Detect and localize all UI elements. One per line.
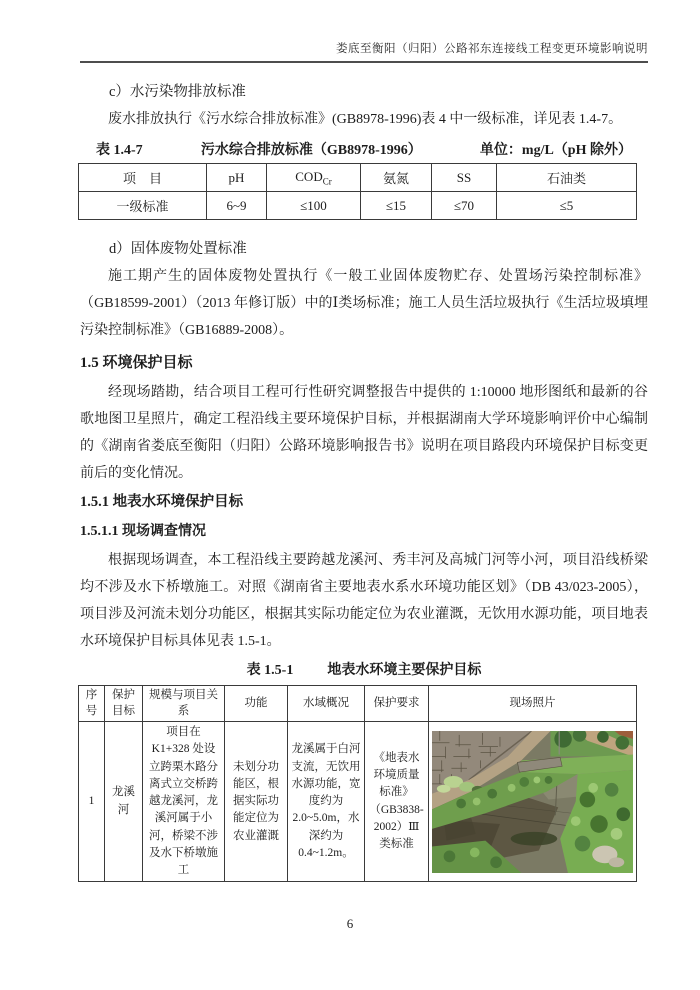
paragraph-item-c: 废水排放执行《污水综合排放标准》(GB8978-1996)表 4 中一级标准，详见表 1.4-7。 (108, 112, 623, 127)
t147-col-ss: SS (432, 164, 497, 192)
table-1-5-1 (78, 685, 637, 882)
photo-far-trees (550, 731, 633, 756)
heading-item-c: c）水污染物排放标准 (109, 84, 246, 100)
t151-cell-target: 龙溪河 (105, 722, 143, 882)
t147-col-ph: pH (207, 164, 267, 192)
t151-col-overview: 水域概况 (288, 686, 365, 722)
page-number: 6 (346, 916, 354, 931)
running-header: 娄底至衡阳（归阳）公路祁东连接线工程变更环境影响说明 (80, 40, 648, 63)
t147-val-nh3: ≤15 (361, 192, 432, 220)
t151-cell-photo (429, 722, 637, 882)
table-1-4-7-label: 表 1.4-7 (96, 143, 143, 158)
t151-col-target: 保护目标 (105, 686, 143, 722)
table-1-4-7-title: 污水综合排放标准（GB8978-1996） (200, 143, 422, 158)
heading-1-5-1: 1.5.1 地表水环境保护目标 (80, 494, 244, 510)
t151-col-requirement: 保护要求 (365, 686, 429, 722)
table-1-5-1-caption (80, 655, 648, 685)
t151-cell-function: 未划分功能区，根据实际功能定位为农业灌溉 (225, 722, 288, 882)
table-1-4-7-unit: 单位：mg/L（pH 除外） (479, 143, 632, 158)
table-1-5-1-header-row (79, 686, 637, 722)
table-1-5-1-label: 表 1.5-1 (246, 663, 294, 678)
t147-col-item: 项 目 (79, 164, 207, 192)
table-1-5-1-title: 地表水环境主要保护目标 (327, 663, 482, 678)
t151-cell-requirement: 《地表水环境质量标准》（GB3838-2002）Ⅲ类标准 (365, 722, 429, 882)
t147-val-cod: ≤100 (267, 192, 361, 220)
paragraph-1-5-1-1: 根据现场调查，本工程沿线主要跨越龙溪河、秀丰河及高城门河等小河，项目沿线桥梁均不涉及水下桥墩施工。对照《湖南省主要地表水系水环境功能区划》（DB 43/023-2005），项目涉及河流未划分功能区，根据其实际功能定位为农业灌溉，无饮用水源功能，项目地表水环境保护目标具体见表 1.5-1。 (80, 553, 648, 649)
t147-row-label: 一级标准 (79, 192, 207, 220)
t147-col-cod: $COD_{Cr}$ (267, 164, 361, 192)
table-1-4-7-header-row (79, 164, 637, 192)
paragraph-item-d: 施工期产生的固体废物处置执行《一般工业固体废物贮存、处置场污染控制标准》（GB18599-2001）（2013 年修订版）中的Ⅰ类场标准；施工人员生活垃圾执行《生活垃圾填埋污染控制标准》（GB16889-2008）。 (80, 269, 648, 338)
heading-item-d: d）固体废物处置标准 (109, 241, 247, 257)
t151-cell-seq: 1 (79, 722, 105, 882)
table-1-4-7 (78, 163, 637, 220)
table-1-5-1-data-row (79, 722, 637, 882)
t147-val-ph: 6~9 (207, 192, 267, 220)
t151-cell-relation: 项目在 K1+328 处设立跨栗木路分离式立交桥跨越龙溪河，龙溪河属于小河，桥梁不涉及水下桥墩施工 (143, 722, 225, 882)
heading-1-5: 1.5 环境保护目标 (80, 355, 193, 371)
t151-col-relation: 规模与项目关系 (143, 686, 225, 722)
t147-val-ss: ≤70 (432, 192, 497, 220)
t151-cell-overview: 龙溪属于白河支流，无饮用水源功能，宽度约为 2.0~5.0m，水深约为 0.4~1.2m。 (288, 722, 365, 882)
table-1-4-7-data-row (79, 192, 637, 220)
t151-col-photo: 现场照片 (429, 686, 637, 722)
table-1-4-7-caption (80, 133, 648, 163)
t147-val-oil: ≤5 (497, 192, 637, 220)
longxi-river-photo (432, 731, 633, 873)
t147-col-nh3: 氨氮 (361, 164, 432, 192)
river-photo-illustration (432, 731, 633, 873)
heading-1-5-1-1: 1.5.1.1 现场调查情况 (80, 524, 206, 539)
t147-col-oil: 石油类 (497, 164, 637, 192)
t151-col-function: 功能 (225, 686, 288, 722)
t151-col-seq: 序号 (79, 686, 105, 722)
paragraph-1-5: 经现场踏勘，结合项目工程可行性研究调整报告中提供的 1:10000 地形图纸和最新的谷歌地图卫星照片，确定工程沿线主要环境保护目标，并根据湖南大学环境影响评价中心编制的《湖南省娄底至衡阳（归阳）公路环境影响报告书》说明在项目路段内环境保护目标变更前后的变化情况。 (80, 385, 648, 481)
t147-col-cod-subscript: Cr (322, 176, 332, 187)
